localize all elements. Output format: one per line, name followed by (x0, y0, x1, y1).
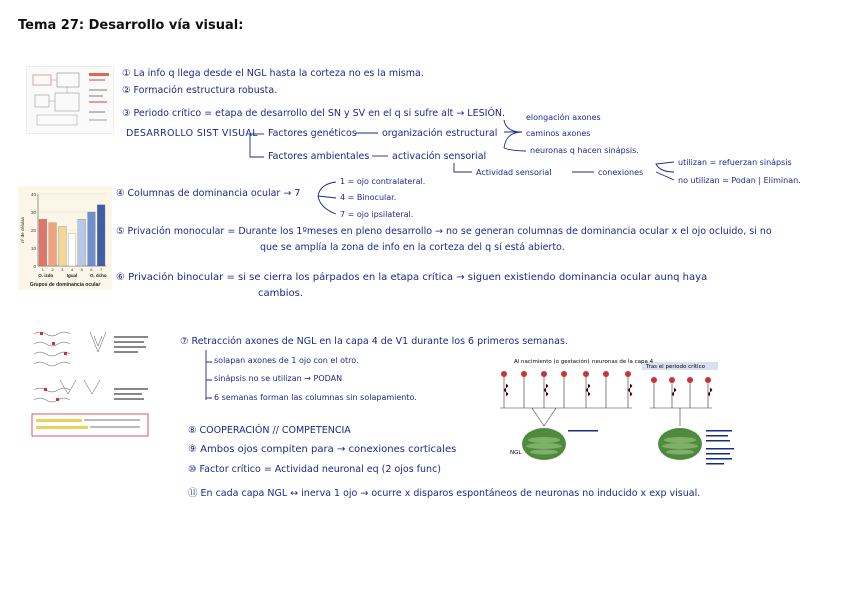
label-tras-periodo: Tras el periodo crítico (646, 364, 705, 370)
x-tick-label: 5 (80, 267, 83, 272)
caminos: caminos axones (526, 129, 591, 138)
ambos-ojos: ⑨ Ambos ojos compiten para → conexiones corticales (188, 444, 457, 455)
note-3: ③ Periodo crítico = etapa de desarrollo del SN y SV en el q si sufre alt → LESIÓN. (122, 108, 506, 119)
columnas-dominancia: ④ Columnas de dominancia ocular → 7 (116, 188, 301, 199)
neuron-diagram (494, 356, 752, 476)
note-1: ① La info q llega desde el NGL hasta la corteza no es la misma. (122, 68, 424, 79)
x-tick-label: 7 (100, 267, 103, 272)
factor-critico: ⑩ Factor crítico = Actividad neuronal eq (2 ojos func) (188, 464, 441, 475)
neuron-diagram-svg (494, 356, 752, 476)
bullet-solapan: solapan axones de 1 ojo con el otro. (214, 356, 359, 365)
cooperacion: ⑧ COOPERACIÓN // COMPETENCIA (188, 425, 351, 436)
en-cada-capa: ⑪ En cada capa NGL ↔ inerva 1 ojo → ocurre x disparos espontáneos de neuronas no inducido x exp visual. (188, 488, 701, 499)
no-utilizan: no utilizan = Podan | Eliminan. (678, 176, 801, 185)
y-tick-label: 10 (30, 246, 36, 251)
factores-geneticos: Factores genéticos (268, 128, 357, 139)
label-capa4: neuronas de la capa 4 (592, 359, 654, 365)
neuronas-sinapsis: neuronas q hacen sinápsis. (530, 146, 639, 155)
privacion-monocular-1: ⑤ Privación monocular = Durante los 1ºmeses en pleno desarrollo → no se generan columnas de dominancia ocular x el ojo ocluido, si no (116, 226, 772, 237)
actividad-sensorial: Actividad sensorial (476, 168, 552, 177)
org-estructural: organización estructural (382, 128, 498, 139)
x-axis-label: Grupos de dominancia ocular (29, 282, 101, 288)
x-tick-label: 1 (41, 267, 44, 272)
activacion-sensorial: activación sensorial (392, 151, 487, 162)
utilizan: utilizan = refuerzan sinápsis (678, 158, 792, 167)
col-1: 1 = ojo contralateral. (340, 177, 426, 186)
note-2: ② Formación estructura robusta. (122, 85, 278, 96)
group-label: O. izdo (38, 273, 54, 278)
conexiones: conexiones (598, 168, 644, 177)
x-tick-label: 4 (70, 267, 74, 272)
elongacion: elongación axones (526, 113, 601, 122)
x-tick-label: 6 (90, 267, 93, 272)
col-7: 7 = ojo ipsilateral. (340, 210, 414, 219)
retraccion: ⑦ Retracción axones de NGL en la capa 4 de V1 durante los 6 primeros semanas. (180, 336, 568, 347)
y-tick-label: 0 (33, 264, 36, 269)
page-title: Tema 27: Desarrollo vía visual: (18, 18, 244, 33)
label-ngl: NGL (510, 450, 522, 456)
x-tick-label: 3 (61, 267, 64, 272)
bullet-6semanas: 6 semanas forman las columnas sin solapamiento. (214, 393, 417, 402)
y-tick-label: 40 (30, 192, 36, 197)
col-4: 4 = Binocular. (340, 193, 397, 202)
label-al-nacimiento: Al nacimiento (o gestación) (514, 359, 590, 365)
y-tick-label: 20 (30, 228, 36, 233)
bullet-sinapsis: sinápsis no se utilizan → PODAN (214, 374, 343, 383)
factores-ambientales: Factores ambientales (268, 151, 370, 162)
privacion-binocular-2: cambios. (258, 288, 303, 299)
desarrollo-label: DESARROLLO SIST VISUAL (126, 128, 258, 139)
privacion-monocular-2: que se amplía la zona de info en la corteza del q sí está abierto. (260, 242, 565, 253)
group-label: Igual (66, 273, 78, 278)
y-axis-label: nº de células (20, 217, 25, 243)
y-tick-label: 30 (30, 210, 36, 215)
privacion-binocular-1: ⑥ Privación binocular = si se cierra los párpados en la etapa crítica → siguen existiendo dominancia ocular aunq haya (116, 272, 708, 283)
x-tick-label: 2 (51, 267, 54, 272)
group-label: O. dcho (89, 273, 107, 278)
